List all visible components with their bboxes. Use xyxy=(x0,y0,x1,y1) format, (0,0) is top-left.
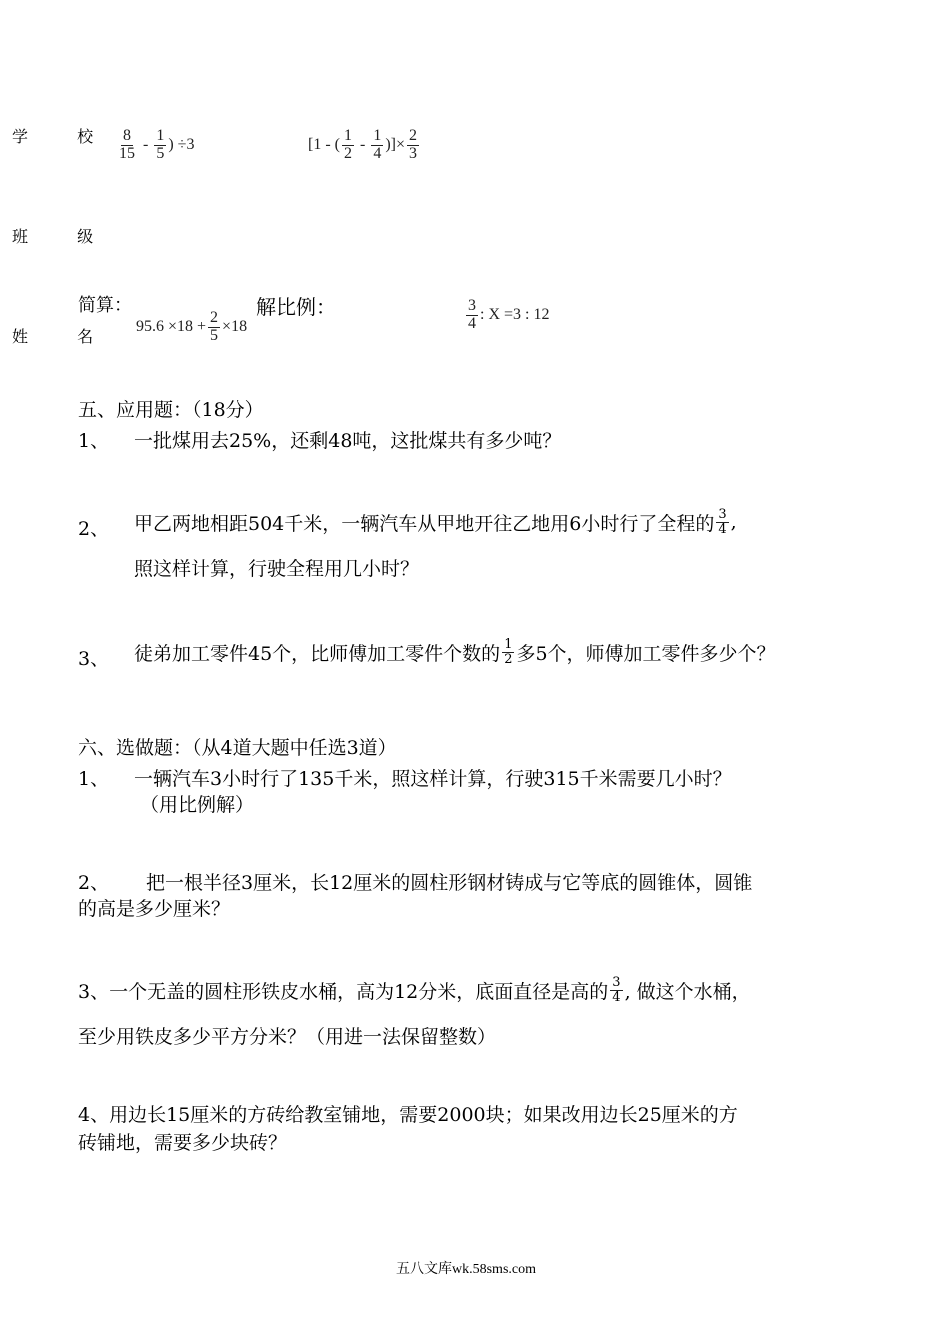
s6-q2-line2: 的高是多少厘米？ xyxy=(78,898,231,920)
s6-q2-text: 把一根半径3厘米，长12厘米的圆柱形钢材铸成与它等底的圆锥体，圆锥 xyxy=(146,872,753,894)
ratio-label: 解比例： xyxy=(256,295,336,319)
s5-q1-text: 一批煤用去25%，还剩48吨，这批煤共有多少吨？ xyxy=(134,430,562,452)
school-label: 学 校 xyxy=(12,127,116,146)
section5-title: 五、应用题：（18分） xyxy=(78,399,264,421)
calc-expression-2: [1 - ( $\frac{1}{2}$ - $\frac{1}{4}$ )]× $\frac{2}{3}$ xyxy=(308,127,417,162)
s6-q4-line2: 砖铺地，需要多少块砖？ xyxy=(78,1132,288,1154)
s6-q4-text: 4、用边长15厘米的方砖给教室铺地，需要2000块；如果改用边长25厘米的方 xyxy=(78,1104,738,1126)
section6-title: 六、选做题：（从4道大题中任选3道） xyxy=(78,737,397,759)
s6-q1-text: 一辆汽车3小时行了135千米，照这样计算，行驶315千米需要几小时？ xyxy=(134,768,732,790)
s5-q3-number: 3、 xyxy=(78,648,110,670)
s6-q2-number: 2、 xyxy=(78,872,110,894)
calc-expression-1: $\frac{8}{15}$ - $\frac{1}{5}$ ) ÷3 xyxy=(119,127,195,162)
footer-watermark: 五八文库wk.58sms.com xyxy=(396,1262,536,1277)
s5-q3-text: 徒弟加工零件45个，比师傅加工零件个数的 $\frac{1}{2}$ 多5个，师傅加工零件多少个？ xyxy=(134,637,776,667)
s5-q2-text: 甲乙两地相距504千米，一辆汽车从甲地开往乙地用6小时行了全程的 $\frac{3}{4}$ , xyxy=(134,507,737,537)
s5-q2-number: 2、 xyxy=(78,518,110,540)
simplify-label: 简算： xyxy=(78,295,132,316)
calc-expression-4: $\frac{3}{4}$ : X =3 : 12 xyxy=(468,297,550,332)
class-label: 班 级 xyxy=(12,227,116,246)
s6-q3-text: 3、一个无盖的圆柱形铁皮水桶，高为12分米，底面直径是高的 $\frac{3}{4}$ , 做这个水桶， xyxy=(78,975,751,1005)
name-label: 姓 名 xyxy=(12,327,116,346)
s6-q1-number: 1、 xyxy=(78,768,110,790)
s5-q1-number: 1、 xyxy=(78,430,110,452)
s6-q1-line2: （用比例解） xyxy=(140,794,255,816)
calc-expression-3: 95.6 ×18 + $\frac{2}{5}$ ×18 xyxy=(136,309,248,344)
s6-q3-line2: 至少用铁皮多少平方分米？（用进一法保留整数） xyxy=(78,1026,497,1048)
s5-q2-line2: 照这样计算，行驶全程用几小时？ xyxy=(134,558,420,580)
